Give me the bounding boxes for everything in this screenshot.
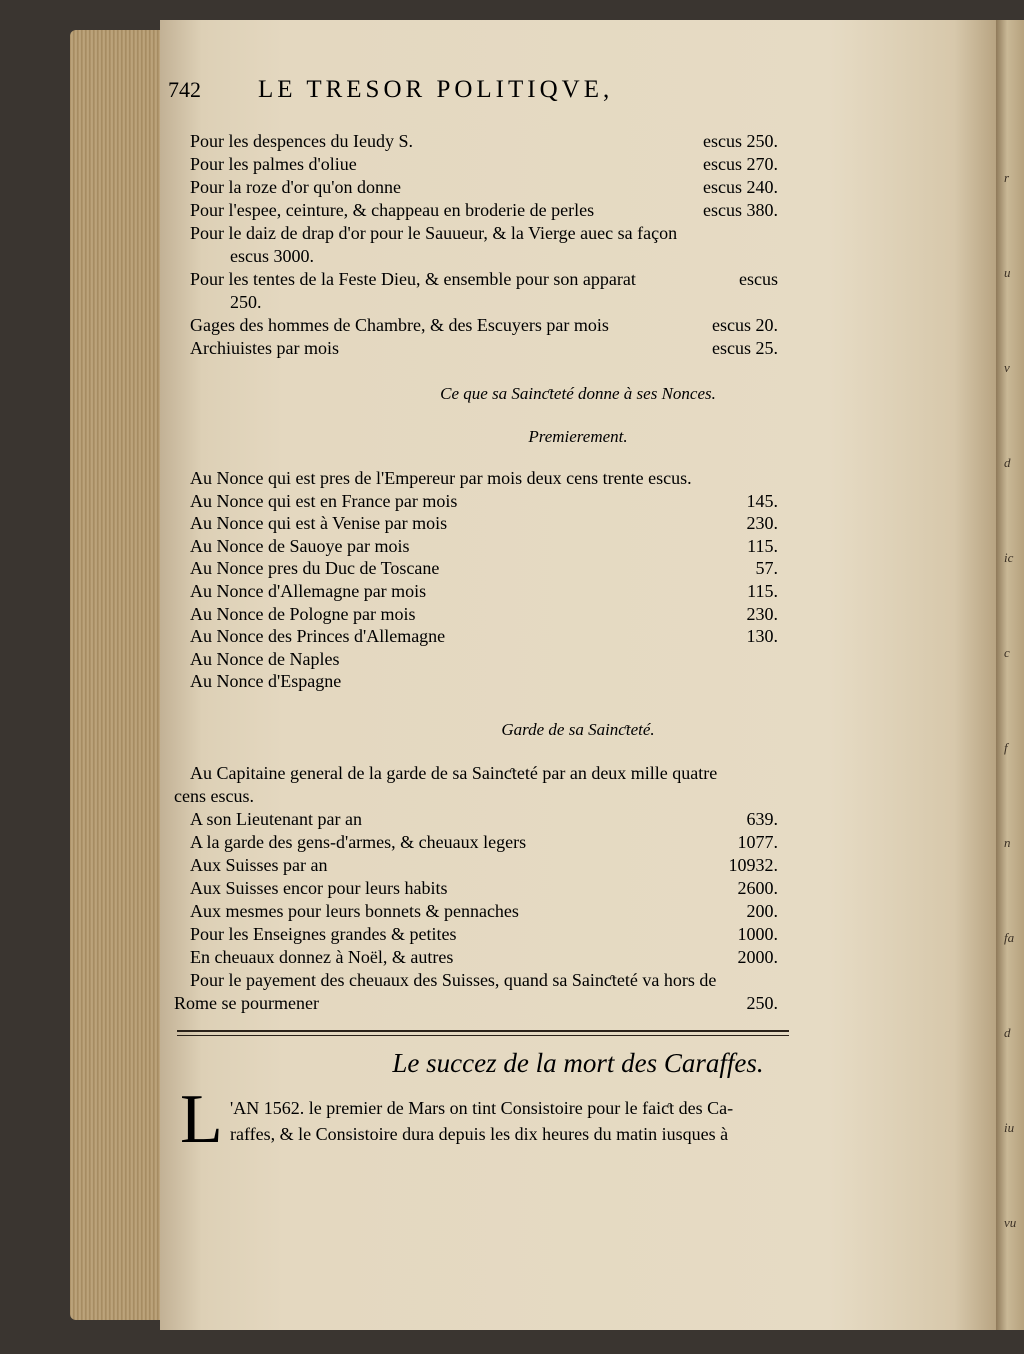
nonce-row [190,580,778,603]
garde-label: Aux mesmes pour leurs bonnets & pennaches [190,901,519,921]
nonce-row [190,535,778,558]
paragraph-line: raffes, & le Consistoire dura depuis les dix heures du matin iusques à [230,1124,729,1144]
expense-label: 250. [230,292,262,312]
expense-label: Pour les despences du Ieudy S. [190,131,413,151]
nonce-amount: 115. [747,581,778,601]
garde-row [190,946,778,969]
book-fore-edge [70,30,170,1320]
running-head [168,76,848,104]
expense-amount: escus 20. [712,315,778,335]
garde-amount: 2600. [737,878,778,898]
nonce-amount: 230. [746,603,778,624]
nonce-label: Au Nonce des Princes d'Allemagne [190,626,446,647]
nonce-row [190,512,778,535]
nonce-amount: 115. [747,535,778,556]
section-subheading-premierement: Premierement. [528,427,628,446]
garde-label: A son Lieutenant par an [190,809,362,829]
garde-label: Aux Suisses par an [190,855,328,875]
garde-amount: 250. [746,993,778,1013]
garde-row [190,808,778,831]
expense-amount: escus 240. [703,177,778,197]
facing-page-fragment: v [1004,360,1010,375]
garde-amount: 1000. [737,924,778,944]
facing-page-fragment: n [1004,835,1011,850]
facing-page-fragment: f [1004,740,1008,755]
nonce-label: Au Nonce qui est pres de l'Empereur par mois deux cens trente escus. [190,468,692,488]
garde-label: En cheuaux donnez à Noël, & autres [190,947,454,967]
nonce-row [190,603,778,626]
expense-row [190,222,778,245]
section-heading-garde: Garde de sa Sainƈteté. [501,720,655,739]
garde-row [190,900,778,923]
facing-page-fragment: d [1004,1025,1011,1040]
garde-label: Pour les Enseignes grandes & petites [190,924,457,944]
expense-row [190,199,778,222]
expense-amount: escus 270. [703,154,778,174]
garde-label: Aux Suisses encor pour leurs habits [190,878,448,898]
section-rule [177,1030,789,1032]
running-title: LE TRESOR POLITIQVE, [258,76,614,103]
expense-label: Pour l'espee, ceinture, & chappeau en broderie de perles [190,200,595,220]
expense-label: Pour les tentes de la Feste Dieu, & ensemble pour son apparat [190,269,636,289]
expense-amount: escus 250. [703,131,778,151]
expense-label: Pour la roze d'or qu'on donne [190,177,401,197]
expense-label: Archiuistes par mois [190,338,339,358]
nonce-row [190,490,778,513]
section-heading-nonces: Ce que sa Sainƈteté donne à ses Nonces. [440,384,716,403]
garde-amount: 200. [746,901,778,921]
nonce-label: Au Nonce de Naples [190,648,340,669]
nonce-row [190,557,778,580]
nonce-label: Au Nonce pres du Duc de Toscane [190,558,440,579]
nonce-amount: 230. [746,513,778,534]
garde-row [190,923,778,946]
page-number: 742 [168,77,201,102]
nonce-label: Au Nonce de Sauoye par mois [190,535,410,556]
expense-row [190,245,778,268]
facing-page-fragment: fa [1004,930,1015,945]
expense-row [190,291,778,314]
facing-page-edge [996,20,1024,1330]
garde-label: Pour le payement des cheuaux des Suisses, quand sa Sainƈteté va hors de [190,970,717,990]
expense-amount: escus 25. [712,338,778,358]
drop-capital: L [180,1081,223,1158]
garde-row [174,992,778,1015]
garde-row [190,854,778,877]
expense-amount: escus [739,269,778,289]
facing-page-fragment: iu [1004,1120,1015,1135]
facing-page-fragment: r [1004,170,1010,185]
expense-row [190,314,778,337]
garde-label: cens escus. [174,786,254,806]
nonce-row [190,670,778,693]
garde-label: Au Capitaine general de la garde de sa Sainƈteté par an deux mille quatre [190,763,718,783]
nonce-label: Au Nonce qui est à Venise par mois [190,513,448,534]
nonce-label: Au Nonce d'Espagne [190,671,342,692]
garde-amount: 2000. [737,947,778,967]
expense-row [190,268,778,291]
garde-row [190,969,778,992]
garde-amount: 639. [746,809,778,829]
chapter-title: Le succez de la mort des Caraffes. [392,1048,764,1078]
garde-amount: 1077. [737,832,778,852]
nonce-row [190,648,778,671]
expense-label: Pour les palmes d'oliue [190,154,357,174]
garde-label: A la garde des gens-d'armes, & cheuaux legers [190,832,527,852]
expense-label: escus 3000. [230,246,314,266]
facing-page-fragment: u [1004,265,1011,280]
facing-page-fragment: vu [1004,1215,1017,1230]
expense-row [190,153,778,176]
nonce-label: Au Nonce de Pologne par mois [190,603,416,624]
expense-row [190,337,778,360]
nonce-row [190,625,778,648]
nonce-row [190,467,778,490]
nonce-amount: 130. [746,626,778,647]
section-rule-thin [177,1035,789,1036]
expense-amount: escus 380. [703,200,778,220]
expense-label: Gages des hommes de Chambre, & des Escuyers par mois [190,315,609,335]
expense-row [190,176,778,199]
garde-amount: 10932. [728,855,778,875]
paragraph-line: 'AN 1562. le premier de Mars on tint Consistoire pour le faiƈt des Ca- [230,1098,734,1118]
facing-page-fragment: ic [1004,550,1014,565]
expense-row [190,130,778,153]
expense-label: Pour le daiz de drap d'or pour le Sauueur, & la Vierge auec sa façon [190,223,678,243]
nonce-label: Au Nonce qui est en France par mois [190,490,458,511]
garde-row [190,831,778,854]
garde-row [190,762,778,785]
nonce-amount: 57. [755,558,778,579]
facing-page-fragment: c [1004,645,1010,660]
nonce-label: Au Nonce d'Allemagne par mois [190,581,427,601]
garde-row [174,785,778,808]
nonce-amount: 145. [746,490,778,511]
garde-label: Rome se pourmener [174,993,319,1013]
facing-page-fragment: d [1004,455,1011,470]
garde-row [190,877,778,900]
